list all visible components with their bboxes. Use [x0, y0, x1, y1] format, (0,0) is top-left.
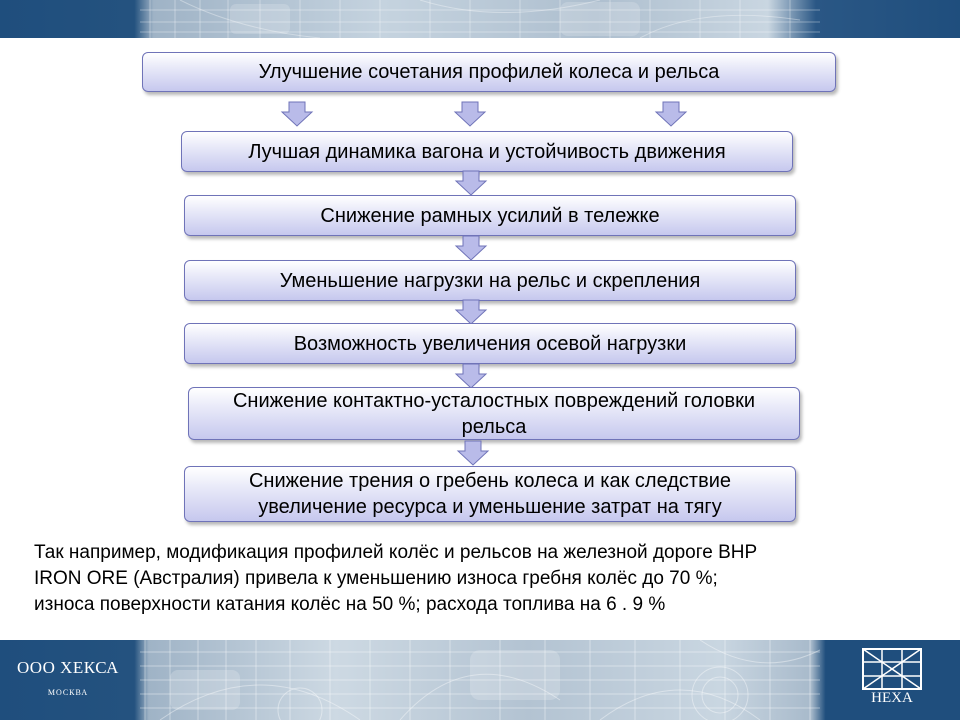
flow-box-profile-improvement: Улучшение сочетания профилей колеса и рельса: [142, 52, 836, 92]
company-city: МОСКВА: [47, 688, 89, 697]
down-arrow-icon: [280, 101, 314, 127]
hexa-logo: [862, 648, 922, 710]
flow-box-axle-load: Возможность увеличения осевой нагрузки: [184, 323, 796, 364]
mesh-pattern-bottom: [0, 640, 960, 720]
down-arrow-icon: [456, 440, 490, 466]
mesh-pattern-top: [0, 0, 960, 38]
bottom-banner: [0, 640, 960, 720]
down-arrow-icon: [454, 299, 488, 325]
flow-box-frame-forces: Снижение рамных усилий в тележке: [184, 195, 796, 236]
flow-box-wagon-dynamics: Лучшая динамика вагона и устойчивость движения: [181, 131, 793, 172]
flow-box-contact-fatigue: Снижение контактно-усталостных повреждений головки рельса: [188, 387, 800, 440]
company-name: ООО ХЕКСА: [17, 658, 119, 677]
down-arrow-icon: [654, 101, 688, 127]
note-line: износа поверхности катания колёс на 50 %; расхода топлива на 6 . 9 %: [34, 594, 666, 615]
top-banner: [0, 0, 960, 38]
down-arrow-icon: [454, 363, 488, 389]
down-arrow-icon: [454, 235, 488, 261]
down-arrow-icon: [453, 101, 487, 127]
note-line: IRON ORE (Австралия) привела к уменьшению износа гребня колёс до 70 %;: [34, 568, 718, 589]
flow-box-flange-friction: Снижение трения о гребень колеса и как следствие увеличение ресурса и уменьшение затрат на тягу: [184, 466, 796, 522]
note-line: Так например, модификация профилей колёс и рельсов на железной дороге BHP: [34, 542, 758, 563]
flow-box-rail-load: Уменьшение нагрузки на рельс и скрепления: [184, 260, 796, 301]
hexa-logo-icon: [862, 648, 922, 690]
example-note: [34, 540, 944, 618]
down-arrow-icon: [454, 170, 488, 196]
logo-text: HEXA: [871, 690, 913, 706]
